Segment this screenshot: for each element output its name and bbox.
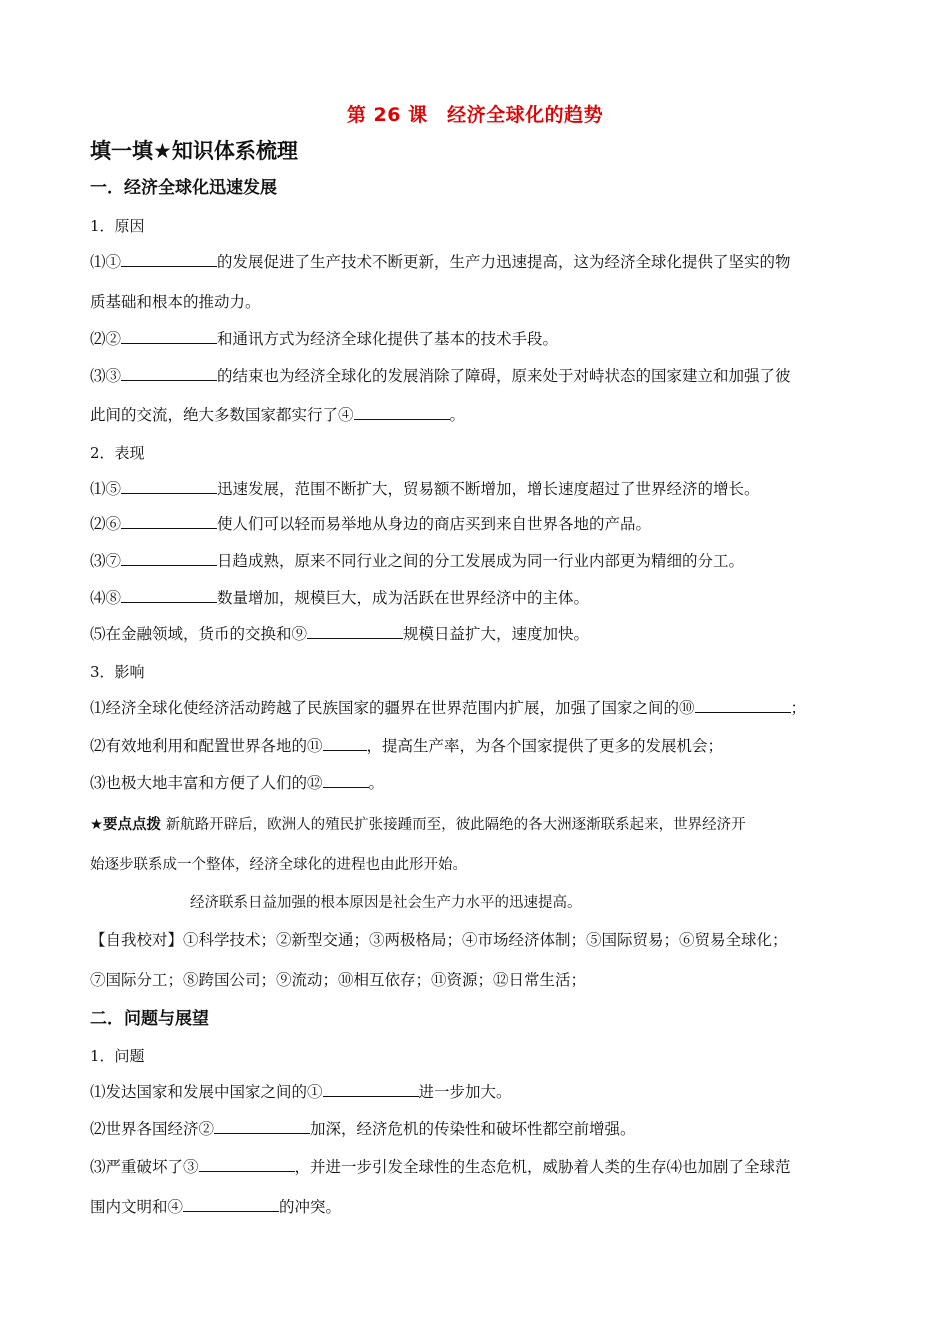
reasons-label: 1．原因 — [90, 217, 145, 235]
reason-2 — [90, 329, 558, 349]
problem-3-pre: ⑶严重破坏了③ — [90, 1158, 199, 1176]
fill-blank-4[interactable] — [354, 405, 450, 420]
reason-2-post: 和通讯方式为经济全球化提供了基本的技术手段。 — [217, 330, 559, 348]
impact-3-pre: ⑶也极大地丰富和方便了人们的⑫ — [90, 774, 323, 792]
fill-blank-2[interactable] — [121, 329, 217, 344]
tip-text-1: 新航路开辟后，欧洲人的殖民扩张接踵而至，彼此隔绝的各大洲逐渐联系起来，世界经济开 — [165, 817, 746, 833]
reason-1 — [90, 252, 791, 272]
manifest-5 — [90, 624, 589, 644]
manifest-2-post: 使人们可以轻而易举地从身边的商店买到来自世界各地的产品。 — [217, 515, 652, 533]
manifest-3-pre: ⑶⑦ — [90, 552, 122, 570]
answers-line-1: 【自我校对】①科学技术；②新型交通；③两极格局；④市场经济体制；⑤国际贸易；⑥贸易全球化； — [90, 931, 788, 949]
manifest-4 — [90, 588, 589, 608]
problem-1-pre: ⑴发达国家和发展中国家之间的① — [90, 1083, 323, 1101]
tip-label: ★要点点拨 — [90, 817, 161, 833]
manifest-label: 2．表现 — [90, 444, 145, 462]
reason-3-pre: ⑶③ — [90, 367, 122, 385]
fill-blank-p4[interactable] — [183, 1197, 279, 1212]
reason-3-cont-post: 。 — [449, 406, 466, 424]
reason-1-cont: 质基础和根本的推动力。 — [90, 293, 261, 311]
section-heading: 填一填★知识体系梳理 — [90, 139, 298, 163]
impact-2 — [90, 736, 723, 756]
part1-heading: 一．经济全球化迅速发展 — [90, 178, 277, 198]
reason-3-cont — [90, 405, 465, 425]
problem-3-cont-post: 的冲突。 — [279, 1198, 342, 1216]
impact-3-post: 。 — [368, 774, 385, 792]
problem-3 — [90, 1157, 791, 1177]
problem-2 — [90, 1119, 636, 1139]
impact-1-post: ； — [790, 699, 807, 717]
fill-blank-11[interactable] — [323, 736, 367, 751]
problem-1 — [90, 1082, 512, 1102]
manifest-2-pre: ⑵⑥ — [90, 515, 122, 533]
tip-line-1 — [90, 815, 746, 835]
manifest-5-pre: ⑸在金融领域，货币的交换和⑨ — [90, 625, 308, 643]
reason-3-post: 的结束也为经济全球化的发展消除了障碍，原来处于对峙状态的国家建立和加强了彼 — [217, 367, 791, 385]
impact-1-pre: ⑴经济全球化使经济活动跨越了民族国家的疆界在世界范围内扩展，加强了国家之间的⑩ — [90, 699, 695, 717]
fill-blank-9[interactable] — [307, 624, 403, 639]
manifest-3 — [90, 551, 744, 571]
fill-blank-p2[interactable] — [214, 1119, 310, 1134]
reason-3 — [90, 366, 791, 386]
reason-3-cont-pre: 此间的交流，绝大多数国家都实行了④ — [90, 406, 354, 424]
problem-2-post: 加深，经济危机的传染性和破坏性都空前增强。 — [310, 1120, 636, 1138]
fill-blank-7[interactable] — [121, 551, 217, 566]
manifest-4-post: 数量增加，规模巨大，成为活跃在世界经济中的主体。 — [217, 589, 590, 607]
fill-blank-12[interactable] — [323, 773, 369, 788]
impact-1 — [90, 698, 806, 718]
part2-heading: 二．问题与展望 — [90, 1009, 209, 1029]
reason-1-pre: ⑴① — [90, 253, 122, 271]
reason-2-pre: ⑵② — [90, 330, 122, 348]
fill-blank-1[interactable] — [121, 252, 217, 267]
answers-line-2: ⑦国际分工；⑧跨国公司；⑨流动；⑩相互依存；⑪资源；⑫日常生活； — [90, 971, 587, 989]
impact-label: 3．影响 — [90, 663, 145, 681]
impact-3 — [90, 773, 384, 793]
impact-2-pre: ⑵有效地利用和配置世界各地的⑪ — [90, 737, 323, 755]
manifest-4-pre: ⑷⑧ — [90, 589, 122, 607]
fill-blank-5[interactable] — [121, 479, 217, 494]
manifest-1-post: 迅速发展，范围不断扩大，贸易额不断增加，增长速度超过了世界经济的增长。 — [217, 480, 760, 498]
problem-1-post: 进一步加大。 — [418, 1083, 512, 1101]
manifest-1-pre: ⑴⑤ — [90, 480, 122, 498]
fill-blank-6[interactable] — [121, 514, 217, 529]
impact-2-post: ，提高生产率，为各个国家提供了更多的发展机会； — [366, 737, 724, 755]
manifest-3-post: 日趋成熟，原来不同行业之间的分工发展成为同一行业内部更为精细的分工。 — [217, 552, 745, 570]
manifest-1 — [90, 479, 760, 499]
fill-blank-p1[interactable] — [323, 1082, 419, 1097]
tip-line-3: 经济联系日益加强的根本原因是社会生产力水平的迅速提高。 — [190, 895, 582, 911]
fill-blank-8[interactable] — [121, 588, 217, 603]
manifest-5-post: 规模日益扩大，速度加快。 — [403, 625, 590, 643]
lesson-title: 第 26 课 经济全球化的趋势 — [346, 104, 604, 126]
fill-blank-p3[interactable] — [199, 1157, 295, 1172]
fill-blank-3[interactable] — [121, 366, 217, 381]
manifest-2 — [90, 514, 651, 534]
problems-label: 1．问题 — [90, 1047, 145, 1065]
problem-3-cont-pre: 围内文明和④ — [90, 1198, 184, 1216]
problem-2-pre: ⑵世界各国经济② — [90, 1120, 215, 1138]
tip-line-2: 始逐步联系成一个整体，经济全球化的进程也由此形开始。 — [90, 857, 467, 873]
fill-blank-10[interactable] — [695, 698, 791, 713]
reason-1-post: 的发展促进了生产技术不断更新，生产力迅速提高，这为经济全球化提供了坚实的物 — [217, 253, 791, 271]
problem-3-cont — [90, 1197, 341, 1217]
problem-3-post: ，并进一步引发全球性的生态危机，威胁着人类的生存⑷也加剧了全球范 — [294, 1158, 791, 1176]
